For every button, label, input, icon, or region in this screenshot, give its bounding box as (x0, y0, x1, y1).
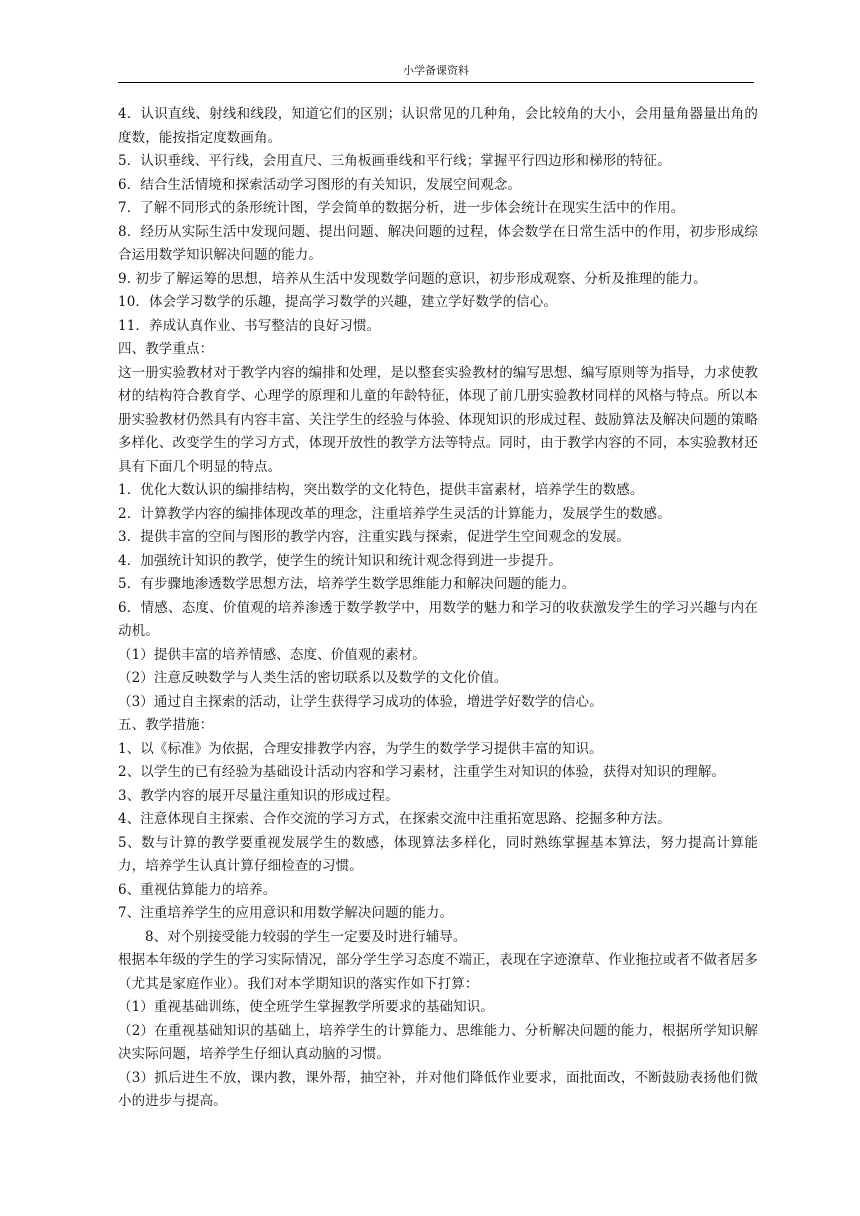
header-title: 小学备课资料 (403, 64, 469, 77)
paragraph: 9. 初步了解运筹的思想，培养从生活中发现数学问题的意识，初步形成观察、分析及推理的能力。 (118, 270, 707, 287)
paragraph: 2、以学生的已有经验为基础设计活动内容和学习素材，注重学生对知识的体验，获得对知识的理解。 (118, 764, 726, 780)
paragraph: （1）重视基础训练，使全班学生掌握教学所要求的基础知识。 (118, 999, 494, 1015)
section-heading: 四、教学重点： (118, 341, 214, 357)
paragraph: 6．情感、态度、价值观的培养渗透于数学教学中，用数学的魅力和学习的收获激发学生的学习兴趣与内在动机。 (118, 599, 758, 639)
document-body (118, 103, 758, 1114)
paragraph: 5．认识垂线、平行线，会用直尺、三角板画垂线和平行线；掌握平行四边形和梯形的特征。 (118, 153, 671, 169)
paragraph: 2．计算教学内容的编排体现改革的理念，注重培养学生灵活的计算能力，发展学生的数感。 (118, 505, 671, 522)
paragraph: 3．提供丰富的空间与图形的教学内容，注重实践与探索，促进学生空间观念的发展。 (118, 529, 630, 545)
paragraph: （1）提供丰富的培养情感、态度、价值观的素材。 (118, 646, 426, 663)
paragraph: 4．加强统计知识的教学，使学生的统计知识和统计观念得到进一步提升。 (118, 552, 562, 569)
paragraph: （3）通过自主探索的活动，让学生获得学习成功的体验，增进学好数学的信心。 (118, 693, 603, 710)
paragraph: 1、以《标准》为依据，合理安排教学内容，为学生的数学学习提供丰富的知识。 (118, 740, 603, 757)
paragraph: 这一册实验教材对于教学内容的编排和处理，是以整套实验教材的编写思想、编写原则等为指导，力求使教材的结构符合教育学、心理学的原理和儿童的年龄特征，体现了前几册实验教材同样的风格与特点。所以本册实验教材仍然具有内容丰富、关注学生的经验与体验、体现知识的形成过程、鼓励算法及解决问题的策略多样化、改变学生的学习方式，体现开放性的教学方法等特点。同时，由于教学内容的不同，本实验教材还具有下面几个明显的特点。 (118, 364, 758, 475)
paragraph: 5、数与计算的教学要重视发展学生的数感，体现算法多样化，同时熟练掌握基本算法，努力提高计算能力，培养学生认真计算仔细检查的习惯。 (118, 834, 758, 874)
paragraph: 8、对个别接受能力较弱的学生一定要及时进行辅导。 (145, 928, 467, 945)
paragraph: （2）在重视基础知识的基础上，培养学生的计算能力、思维能力、分析解决问题的能力，根据所学知识解决实际问题，培养学生仔细认真动脑的习惯。 (118, 1022, 758, 1062)
paragraph: 6、重视估算能力的培养。 (118, 881, 277, 898)
paragraph: （2）注意反映数学与人类生活的密切联系以及数学的文化价值。 (118, 670, 508, 686)
paragraph: 3、教学内容的展开尽量注重知识的形成过程。 (118, 787, 399, 804)
paragraph: 11．养成认真作业、书写整洁的良好习惯。 (118, 317, 381, 334)
page-header (118, 64, 754, 83)
paragraph: 10．体会学习数学的乐趣，提高学习数学的兴趣，建立学好数学的信心。 (118, 294, 557, 310)
paragraph: 1．优化大数认识的编排结构，突出数学的文化特色，提供丰富素材，培养学生的数感。 (118, 482, 644, 498)
paragraph: 6．结合生活情境和探索活动学习图形的有关知识，发展空间观念。 (118, 176, 522, 193)
paragraph: 根据本年级的学生的学习实际情况，部分学生学习态度不端正，表现在字迹潦草、作业拖拉或者不做者居多（尤其是家庭作业）。我们对本学期知识的落实作如下打算： (118, 952, 758, 992)
paragraph: 5．有步骤地渗透数学思想方法，培养学生数学思维能力和解决问题的能力。 (118, 576, 576, 592)
paragraph: 8．经历从实际生活中发现问题、提出问题、解决问题的过程，体会数学在日常生活中的作用，初步形成综合运用数学知识解决问题的能力。 (118, 223, 758, 263)
paragraph: 7．了解不同形式的条形统计图，学会简单的数据分析，进一步体会统计在现实生活中的作用。 (118, 200, 685, 216)
paragraph: 4、注意体现自主探索、合作交流的学习方式，在探索交流中注重拓宽思路、挖掘多种方法。 (118, 811, 671, 827)
paragraph: （3）抓后进生不放，课内教，课外帮，抽空补，并对他们降低作业要求，面批面改，不断鼓励表扬他们微小的进步与提高。 (118, 1069, 758, 1109)
section-heading: 五、教学措施： (118, 717, 214, 733)
paragraph: 7、注重培养学生的应用意识和用数学解决问题的能力。 (118, 905, 454, 921)
paragraph: 4．认识直线、射线和线段，知道它们的区别；认识常见的几种角，会比较角的大小，会用量角器量出角的度数，能按指定度数画角。 (118, 106, 758, 146)
